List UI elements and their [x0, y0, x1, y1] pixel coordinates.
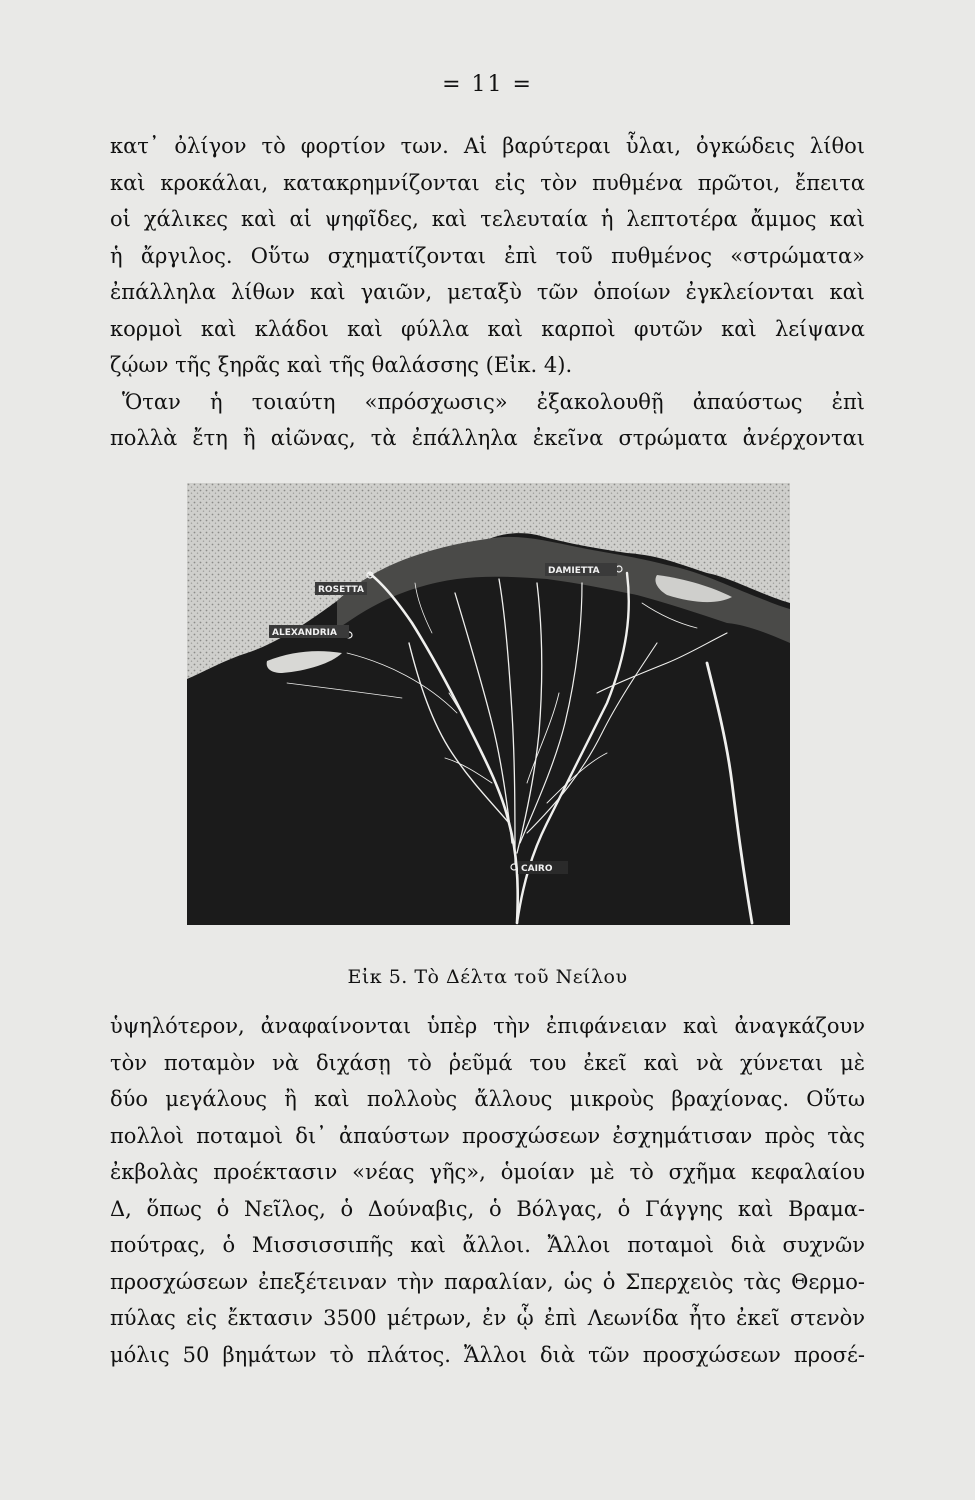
text-line: Δ, ὅπως ὁ Νεῖλος, ὁ Δούναβις, ὁ Βόλγας, ὁ Γάγγης καὶ Βραμα-	[110, 1196, 865, 1221]
rosetta-label: ROSETTA	[318, 585, 364, 595]
figure-caption: Εἰκ 5. Τὸ Δέλτα τοῦ Νείλου	[347, 966, 628, 988]
text-line: ἐκβολὰς προέκτασιν «νέας γῆς», ὁμοίαν μὲ τὸ σχῆμα κεφαλαίου	[110, 1160, 865, 1184]
alexandria-label: ALEXANDRIA	[272, 628, 337, 638]
text-line: πύλας εἰς ἔκτασιν 3500 μέτρων, ἐν ᾧ ἐπὶ Λεωνίδα ἦτο ἐκεῖ στενὸν	[110, 1306, 865, 1330]
text-line: δύο μεγάλους ἢ καὶ πολλοὺς ἄλλους μικροὺς βραχίονας. Οὕτω	[110, 1087, 865, 1111]
page-number: = 11 =	[442, 72, 533, 97]
nile-delta-figure	[187, 483, 790, 925]
text-line: προσχώσεων ἐπεξέτειναν τὴν παραλίαν, ὡς ὁ Σπερχειὸς τὰς Θερμο-	[110, 1269, 865, 1294]
nile-delta-map	[187, 483, 790, 925]
text-line: κατ᾽ ὀλίγον τὸ φορτίον των. Αἱ βαρύτεραι ὗλαι, ὀγκώδεις λίθοι	[110, 134, 865, 158]
text-line: μόλις 50 βημάτων τὸ πλάτος. Ἄλλοι διὰ τῶν προσχώσεων προσέ-	[110, 1342, 865, 1367]
cairo-label: CAIRO	[521, 864, 553, 874]
text-line: οἱ χάλικες καὶ αἱ ψηφῖδες, καὶ τελευταία ἡ λεπτοτέρα ἄμμος καὶ	[110, 207, 865, 231]
text-line: κορμοὶ καὶ κλάδοι καὶ φύλλα καὶ καρποὶ φυτῶν καὶ λείψανα	[110, 316, 865, 341]
text-line: ὑψηλότερον, ἀναφαίνονται ὑπὲρ τὴν ἐπιφάνειαν καὶ ἀναγκάζουν	[110, 1014, 865, 1038]
text-line: καὶ κροκάλαι, κατακρημνίζονται εἰς τὸν πυθμένα πρῶτοι, ἔπειτα	[110, 170, 865, 195]
text-line: πολλοὶ ποταμοὶ δι᾽ ἀπαύστων προσχώσεων ἐσχημάτισαν πρὸς τὰς	[110, 1123, 865, 1148]
text-line: Ὅταν ἡ τοιαύτη «πρόσχωσις» ἐξακολουθῇ ἀπαύστως ἐπὶ	[122, 389, 865, 414]
text-line: πολλὰ ἔτη ἢ αἰῶνας, τὰ ἐπάλληλα ἐκεῖνα στρώματα ἀνέρχονται	[110, 426, 865, 450]
text-line: πούτρας, ὁ Μισσισσιπῆς καὶ ἄλλοι. Ἄλλοι ποταμοὶ διὰ συχνῶν	[110, 1233, 865, 1257]
damietta-label: DAMIETTA	[548, 566, 600, 576]
body-text-bottom	[110, 1008, 865, 1373]
body-text-top	[110, 128, 865, 457]
text-line: τὸν ποταμὸν νὰ διχάσῃ τὸ ῥεῦμά του ἐκεῖ καὶ νὰ χύνεται μὲ	[110, 1050, 865, 1075]
text-line: ἐπάλληλα λίθων καὶ γαιῶν, μεταξὺ τῶν ὁποίων ἐγκλείονται καὶ	[110, 280, 865, 304]
text-line: ζῴων τῆς ξηρᾶς καὶ τῆς θαλάσσης (Εἰκ. 4).	[110, 353, 573, 377]
text-line: ἡ ἄργιλος. Οὕτω σχηματίζονται ἐπὶ τοῦ πυθμένος «στρώματα»	[110, 243, 865, 268]
